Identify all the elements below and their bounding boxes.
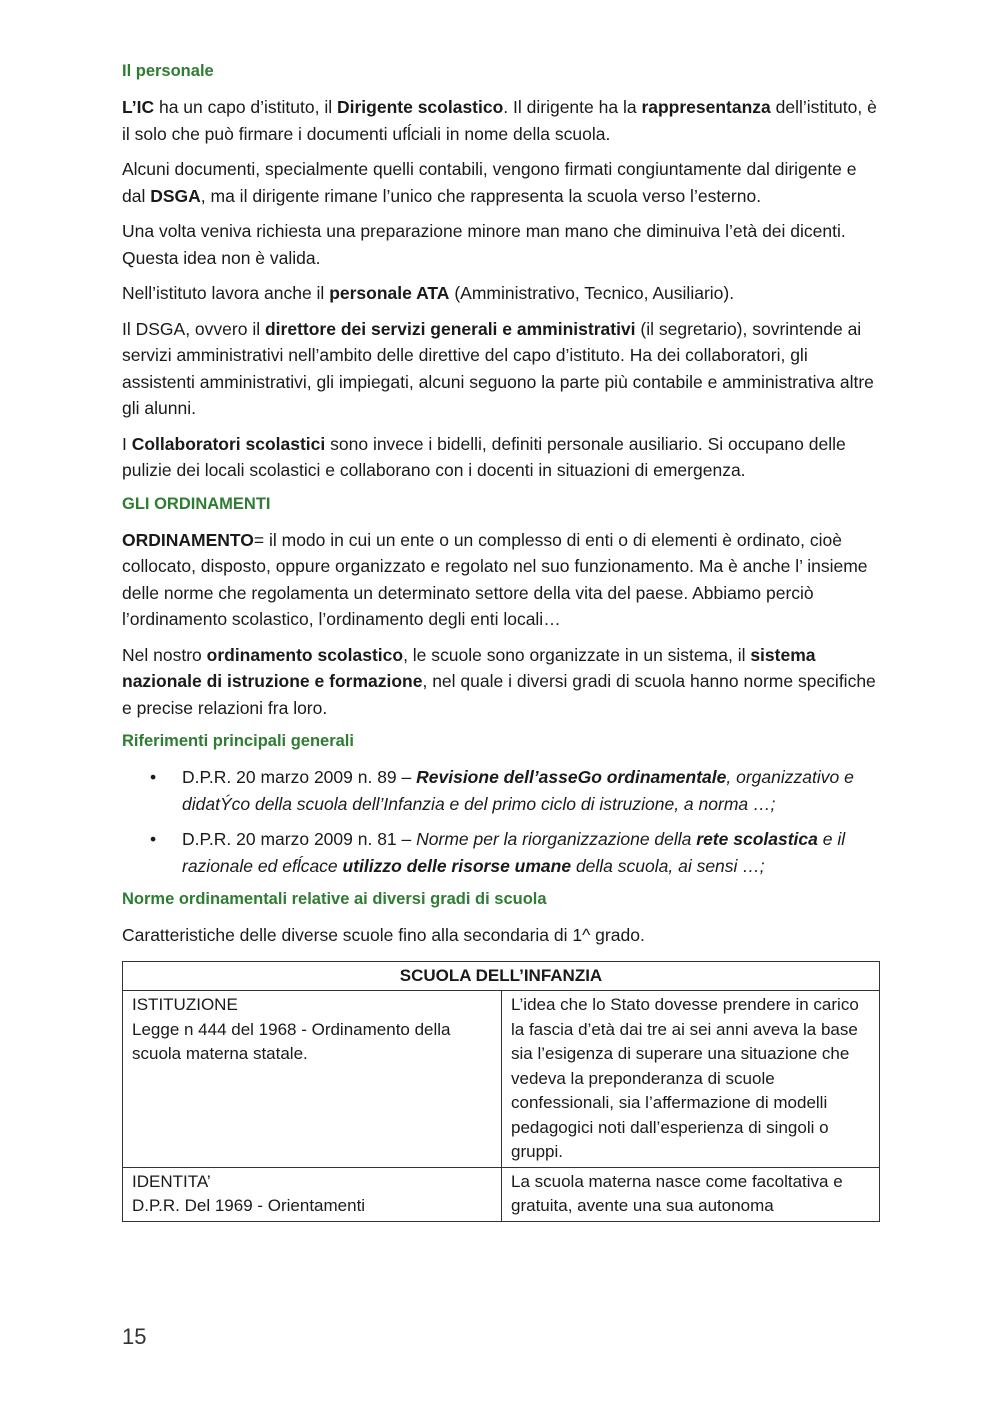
text-span: Alcuni documenti, specialmente quelli contabili, vengono firmati congiuntamente dal dirigente e dal xyxy=(122,159,857,206)
bold-term: utilizzo delle risorse umane xyxy=(342,855,572,876)
cell-text: Legge n 444 del 1968 - Ordinamento della scuola materna statale. xyxy=(132,1019,451,1063)
bold-term: rappresentanza xyxy=(641,97,771,117)
paragraph-sistema xyxy=(122,642,882,722)
text-span: della scuola, ai sensi …; xyxy=(571,855,765,876)
text-span: . Il dirigente ha la xyxy=(503,97,642,117)
document-page xyxy=(122,60,882,1222)
text-span: , nel quale i diversi gradi di scuola hanno norme specifiche e precise relazioni fra loro. xyxy=(122,671,876,718)
bold-term: sistema nazionale di istruzione e formazione xyxy=(122,644,816,691)
text-span: Il DSGA, ovvero il xyxy=(122,318,265,339)
infanzia-table xyxy=(122,961,880,1222)
section-heading-norme: Norme ordinamentali relative ai diversi gradi di scuola xyxy=(122,890,547,908)
bold-term: Collaboratori scolastici xyxy=(131,433,326,454)
paragraph-dsga xyxy=(122,316,882,422)
bold-term: rete scolastica xyxy=(696,829,818,849)
table-title: SCUOLA DELL’INFANZIA xyxy=(123,961,880,991)
bold-term: direttore dei servizi generali e amministrativi xyxy=(264,318,636,339)
paragraph-documenti xyxy=(122,156,882,209)
table-row xyxy=(123,1167,880,1221)
text-span: , le scuole sono organizzate in un sistema, il xyxy=(403,644,751,665)
text-span: dell’istituto, è il solo che può firmare i documenti ufĺciali in nome della scuola. xyxy=(122,97,877,144)
text-span: Norme per la riorganizzazione della xyxy=(416,829,697,849)
bold-term: ordinamento scolastico xyxy=(206,644,404,665)
text-span: e il razionale ed efĺcace xyxy=(182,829,846,876)
list-item xyxy=(122,826,882,879)
paragraph-ic xyxy=(122,94,882,147)
text-span: sono invece i bidelli, definiti personale ausiliario. Si occupano delle pulizie dei locali scolastici e collaborano con i docenti in situazioni di emergenza. xyxy=(122,433,846,480)
table-cell: La scuola materna nasce come facoltativa e gratuita, avente una sua autonoma xyxy=(502,1167,880,1221)
text-span: , organizzativo e didatÝco della scuola dell’Infanzia e del primo ciclo di istruzione, a norma …; xyxy=(182,767,854,814)
cell-text: D.P.R. Del 1969 - Orientamenti xyxy=(132,1196,366,1215)
text-span: D.P.R. 20 marzo 2009 n. 81 – xyxy=(182,829,417,849)
section-heading-personale: Il personale xyxy=(122,62,214,80)
bold-term: ORDINAMENTO xyxy=(122,529,254,550)
table-cell xyxy=(123,1167,502,1221)
table-cell: L’idea che lo Stato dovesse prendere in carico la fascia d’età dai tre ai sei anni aveva la base sia l’esigenza di superare una situazione che vedeva la preponderanza di scuole confessionali, sia l’affermazione di modelli pedagogici noti dall’esperienza di singoli o gruppi. xyxy=(502,991,880,1168)
bold-term: Dirigente scolastico xyxy=(336,97,504,117)
text-span: ha un capo d’istituto, il xyxy=(154,97,337,117)
paragraph-caratteristiche: Caratteristiche delle diverse scuole fino alla secondaria di 1^ grado. xyxy=(122,925,645,945)
cell-title: ISTITUZIONE xyxy=(132,995,238,1014)
text-span: D.P.R. 20 marzo 2009 n. 89 – xyxy=(182,767,417,787)
paragraph-ordinamento xyxy=(122,527,882,633)
text-span: (il segretario), sovrintende ai servizi amministrativi nell’ambito delle direttive del capo d’istituto. Ha dei collaboratori, gli assistenti amministrativi, gli impiegati, alcuni seguono la parte più contabile e amministrativa altre gli alunni. xyxy=(122,318,874,418)
text-span: (Amministrativo, Tecnico, Ausiliario). xyxy=(449,283,735,303)
section-heading-riferimenti: Riferimenti principali generali xyxy=(122,732,354,750)
bold-term: personale ATA xyxy=(329,283,450,303)
paragraph-preparazione: Una volta veniva richiesta una preparazione minore man mano che diminuiva l’età dei dicenti. Questa idea non è valida. xyxy=(122,221,846,268)
text-span: Nell’istituto lavora anche il xyxy=(122,283,330,303)
bullet-icon: • xyxy=(150,767,157,787)
table-cell xyxy=(123,991,502,1168)
text-span: = il modo in cui un ente o un complesso di enti o di elementi è ordinato, cioè collocato, disposto, oppure organizzato e regolato nel suo funzionamento. Ma è anche l’ insieme delle norme che regolamenta un determinato settore della vita del paese. Abbiamo perciò l’ordinamento scolastico, l’ordinamento degli enti locali… xyxy=(122,529,868,629)
table-header-row xyxy=(123,961,880,991)
references-list xyxy=(122,764,882,879)
section-heading-ordinamenti: GLI ORDINAMENTI xyxy=(122,494,271,513)
bold-term: Revisione dell’asseGo ordinamentale xyxy=(416,767,727,787)
bold-term: DSGA xyxy=(150,185,201,206)
table-row xyxy=(123,991,880,1168)
text-span: , ma il dirigente rimane l’unico che rappresenta la scuola verso l’esterno. xyxy=(200,185,762,206)
text-span: I xyxy=(122,433,132,454)
page-number: 15 xyxy=(122,1324,147,1349)
bold-term: L’IC xyxy=(122,97,155,117)
paragraph-collaboratori xyxy=(122,431,882,484)
paragraph-ata xyxy=(122,280,882,307)
bullet-icon: • xyxy=(150,829,157,849)
list-item xyxy=(122,764,882,817)
text-span: Nel nostro xyxy=(122,644,207,665)
cell-title: IDENTITA’ xyxy=(132,1171,211,1191)
